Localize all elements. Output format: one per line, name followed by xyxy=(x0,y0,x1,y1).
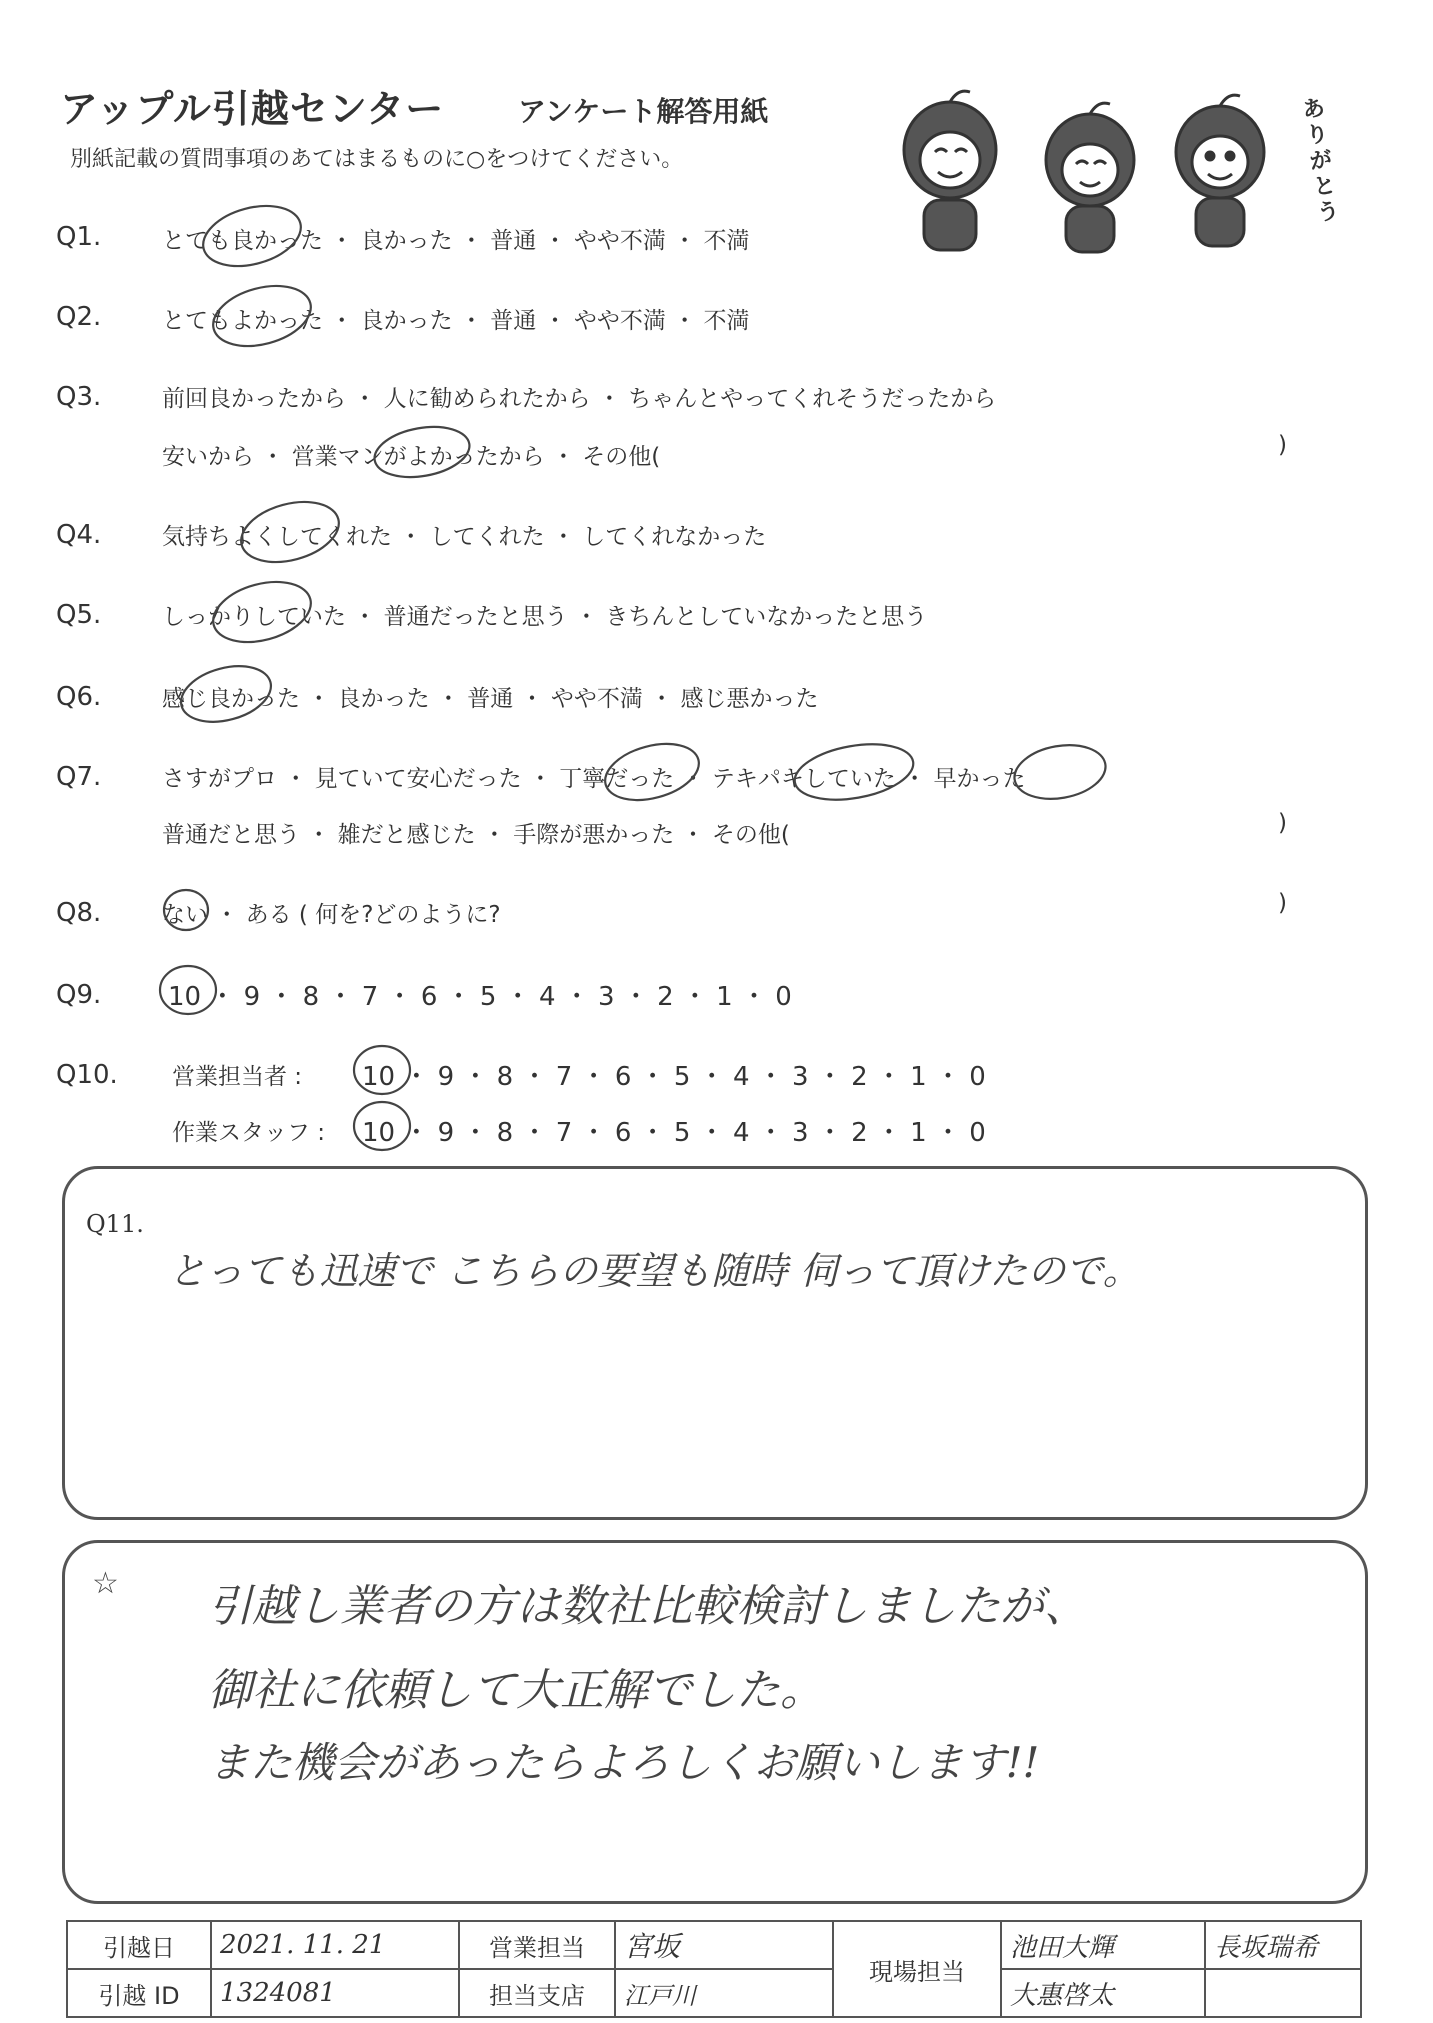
q3-options-line2: 安いから ・ 営業マンがよかったから ・ その他( xyxy=(162,444,661,470)
move-date-value: 2021. 11. 21 xyxy=(211,1921,459,1969)
q11-answer-box xyxy=(62,1166,1368,1520)
q6-options: 感じ良かった ・ 良かった ・ 普通 ・ やや不満 ・ 感じ悪かった xyxy=(162,686,819,712)
q10-sales-circle-mark xyxy=(354,1046,410,1094)
q10-sales-label: 営業担当者 : xyxy=(172,1064,303,1090)
q9-label: Q9. xyxy=(56,980,102,1010)
sales-rep-value: 宮坂 xyxy=(615,1921,833,1969)
q4-label: Q4. xyxy=(56,520,102,550)
q8-options: ない ・ ある ( 何を?どのように? xyxy=(162,902,501,928)
survey-title: アップル引越センター xyxy=(60,87,445,131)
comment-line-1: 引越し業者の方は数社比較検討しましたが、 xyxy=(208,1581,1088,1632)
q10-sales-scale: 10 ・ 9 ・ 8 ・ 7 ・ 6 ・ 5 ・ 4 ・ 3 ・ 2 ・ 1 ・ 0 xyxy=(362,1062,986,1092)
move-id-label: 引越 ID xyxy=(67,1969,211,2017)
branch-value: 江戸川 xyxy=(615,1969,833,2017)
q4-circle-mark xyxy=(234,492,345,572)
comment-line-2: 御社に依頼して大正解でした。 xyxy=(208,1665,824,1716)
q6-circle-mark xyxy=(175,657,277,731)
q2-options: とてもよかった ・ 良かった ・ 普通 ・ やや不満 ・ 不満 xyxy=(162,308,750,334)
q10-label: Q10. xyxy=(56,1060,118,1090)
site-staff-2: 長坂瑞希 xyxy=(1205,1921,1361,1969)
q5-options: しっかりしていた ・ 普通だったと思う ・ きちんとしていなかったと思う xyxy=(162,604,928,630)
q7-close-paren: ) xyxy=(1278,810,1287,836)
q1-label: Q1. xyxy=(56,222,102,252)
q7-label: Q7. xyxy=(56,762,102,792)
q7-options-line1: さすがプロ ・ 見ていて安心だった ・ 丁寧だった ・ テキパキしていた ・ 早かった xyxy=(162,766,1026,792)
site-staff-empty xyxy=(1205,1969,1361,2017)
footer-info-table xyxy=(66,1920,1362,2018)
site-staff-label: 現場担当 xyxy=(833,1921,1001,2017)
q3-options-line1: 前回良かったから ・ 人に勧められたから ・ ちゃんとやってくれそうだったから xyxy=(162,386,997,412)
q7-circle-mark-3 xyxy=(1010,738,1110,805)
q8-circle-mark xyxy=(164,890,208,930)
q2-circle-mark xyxy=(206,276,317,356)
q4-options: 気持ちよくしてくれた ・ してくれた ・ してくれなかった xyxy=(162,524,767,550)
q9-circle-mark xyxy=(160,966,216,1014)
q11-label: Q11. xyxy=(86,1210,144,1238)
q1-options: とても良かった ・ 良かった ・ 普通 ・ やや不満 ・ 不満 xyxy=(162,228,750,254)
star-icon: ☆ xyxy=(92,1566,119,1601)
q10-staff-scale: 10 ・ 9 ・ 8 ・ 7 ・ 6 ・ 5 ・ 4 ・ 3 ・ 2 ・ 1 ・ 0 xyxy=(362,1118,986,1148)
q7-circle-mark-2 xyxy=(790,736,917,808)
footer-row-2 xyxy=(67,1969,1361,2017)
q2-label: Q2. xyxy=(56,302,102,332)
move-id-value: 1324081 xyxy=(211,1969,459,2017)
q3-close-paren: ) xyxy=(1278,432,1287,458)
instruction-text: 別紙記載の質問事項のあてはまるものに○をつけてください。 xyxy=(70,147,684,172)
q9-scale: 10 ・ 9 ・ 8 ・ 7 ・ 6 ・ 5 ・ 4 ・ 3 ・ 2 ・ 1 ・ 0 xyxy=(168,982,792,1012)
thanks-text: ありがとう xyxy=(1301,95,1341,227)
q10-staff-circle-mark xyxy=(354,1102,410,1150)
q10-staff-label: 作業スタッフ : xyxy=(172,1120,326,1146)
sales-rep-label: 営業担当 xyxy=(459,1921,615,1969)
q5-label: Q5. xyxy=(56,600,102,630)
footer-row-1 xyxy=(67,1921,1361,1969)
branch-label: 担当支店 xyxy=(459,1969,615,2017)
q8-label: Q8. xyxy=(56,898,102,928)
q3-label: Q3. xyxy=(56,382,102,412)
q6-label: Q6. xyxy=(56,682,102,712)
q11-answer: とっても迅速で こちらの要望も随時 伺って頂けたので。 xyxy=(168,1249,1141,1293)
move-date-label: 引越日 xyxy=(67,1921,211,1969)
q5-circle-mark xyxy=(206,572,317,652)
q8-close-paren: ) xyxy=(1278,890,1287,916)
q7-circle-mark-1 xyxy=(599,734,705,809)
q3-circle-mark xyxy=(371,420,474,484)
site-staff-1: 池田大輝 xyxy=(1001,1921,1205,1969)
site-staff-3: 大惠啓太 xyxy=(1001,1969,1205,2017)
survey-subtitle: アンケート解答用紙 xyxy=(518,95,769,128)
q7-options-line2: 普通だと思う ・ 雑だと感じた ・ 手際が悪かった ・ その他( xyxy=(162,822,790,848)
q1-circle-mark xyxy=(196,196,307,276)
comment-line-3: また機会があったらよろしくお願いします!! xyxy=(208,1738,1040,1787)
